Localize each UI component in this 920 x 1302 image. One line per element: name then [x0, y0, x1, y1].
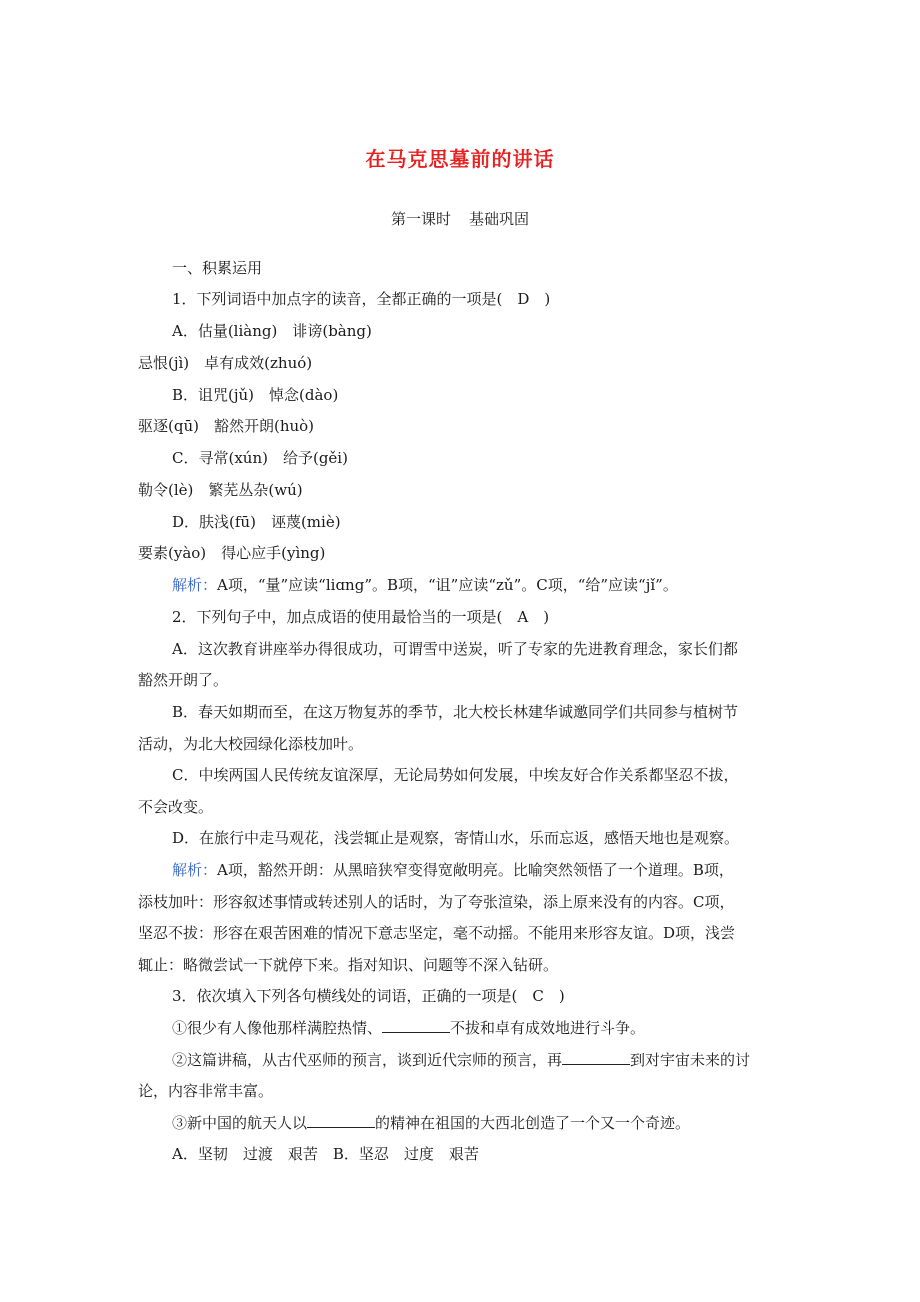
q1-option-b-line2: 驱逐(qū) 豁然开朗(huò) [138, 417, 315, 435]
q3-s2-before: ②这篇讲稿，从古代巫师的预言，谈到近代宗师的预言，再 [172, 1051, 563, 1069]
subtitle [0, 208, 920, 229]
q3-s3-before: ③新中国的航天人以 [172, 1114, 308, 1132]
q2-analysis-line1 [172, 860, 734, 880]
q2-analysis-line4: 辄止：略微尝试一下就停下来。指对知识、问题等不深入钻研。 [138, 956, 559, 974]
q2-option-a-line2: 豁然开朗了。 [138, 671, 229, 689]
page-title: 在马克思墓前的讲话 [365, 147, 555, 171]
blank-3 [307, 1113, 375, 1128]
q3-sentence-2 [172, 1050, 750, 1070]
part-heading: 一、积累运用 [172, 259, 263, 277]
q1-option-a-line1: A．估量(liàng) 诽谤(bàng) [172, 322, 372, 340]
q3-options-ab: A．坚韧 过渡 艰苦 B．坚忍 过度 艰苦 [172, 1145, 479, 1163]
q2-option-c-line2: 不会改变。 [138, 798, 214, 816]
blank-1 [382, 1018, 450, 1033]
q3-sentence-1 [172, 1018, 645, 1038]
section-label: 基础巩固 [469, 210, 530, 228]
q3-s3-after: 的精神在祖国的大西北创造了一个又一个奇迹。 [375, 1114, 691, 1132]
q3-stem: 3．依次填入下列各句横线处的词语，正确的一项是( C ) [172, 987, 565, 1005]
q3-sentence-2-cont: 论，内容非常丰富。 [138, 1082, 274, 1100]
blank-2 [562, 1050, 630, 1065]
q2-stem: 2．下列句子中，加点成语的使用最恰当的一项是( A ) [172, 608, 550, 626]
q3-s1-after: 不拔和卓有成效地进行斗争。 [450, 1019, 646, 1037]
q2-option-c-line1: C．中埃两国人民传统友谊深厚，无论局势如何发展，中埃友好合作关系都坚忍不拔， [172, 766, 739, 784]
q1-stem: 1．下列词语中加点字的读音，全都正确的一项是( D ) [172, 290, 551, 308]
analysis-label: 解析： [172, 861, 218, 879]
q2-option-b-line2: 活动，为北大校园绿化添枝加叶。 [138, 735, 364, 753]
q1-analysis-text: A项，“量”应读“liɑng”。B项，“诅”应读“zǔ”。C项，“给”应读“jǐ”。 [217, 576, 678, 594]
q2-analysis-line3: 坚忍不拔：形容在艰苦困难的情况下意志坚定，毫不动摇。不能用来形容友谊。D项，浅尝 [138, 924, 736, 942]
q3-s2-after: 到对宇宙未来的讨 [630, 1051, 751, 1069]
q1-option-d-line2: 要素(yào) 得心应手(yìng) [138, 544, 326, 562]
q1-option-d-line1: D．肤浅(fū) 诬蔑(miè) [172, 513, 341, 531]
q1-option-b-line1: B．诅咒(jǔ) 悼念(dào) [172, 386, 339, 404]
q1-analysis [172, 575, 678, 595]
q3-sentence-3 [172, 1113, 690, 1133]
q1-option-a-line2: 忌恨(jì) 卓有成效(zhuó) [138, 354, 313, 372]
q2-analysis-text: A项，豁然开朗：从黑暗狭窄变得宽敞明亮。比喻突然领悟了一个道理。B项， [217, 861, 734, 879]
q1-option-c-line2: 勒令(lè) 繁芜丛杂(wú) [138, 481, 303, 499]
analysis-label: 解析： [172, 576, 218, 594]
q3-s1-before: ①很少有人像他那样满腔热情、 [172, 1019, 383, 1037]
q2-option-b-line1: B．春天如期而至，在这万物复苏的季节，北大校长林建华诚邀同学们共同参与植树节 [172, 703, 739, 721]
q1-option-c-line1: C．寻常(xún) 给予(gěi) [172, 449, 348, 467]
q2-option-a-line1: A．这次教育讲座举办得很成功，可谓雪中送炭，听了专家的先进教育理念，家长们都 [172, 640, 738, 658]
q2-option-d: D．在旅行中走马观花，浅尝辄止是观察，寄情山水，乐而忘返，感悟天地也是观察。 [172, 829, 740, 847]
q2-analysis-line2: 添枝加叶：形容叙述事情或转述别人的话时，为了夸张渲染，添上原来没有的内容。C项， [138, 893, 735, 911]
lesson-label: 第一课时 [390, 210, 451, 228]
